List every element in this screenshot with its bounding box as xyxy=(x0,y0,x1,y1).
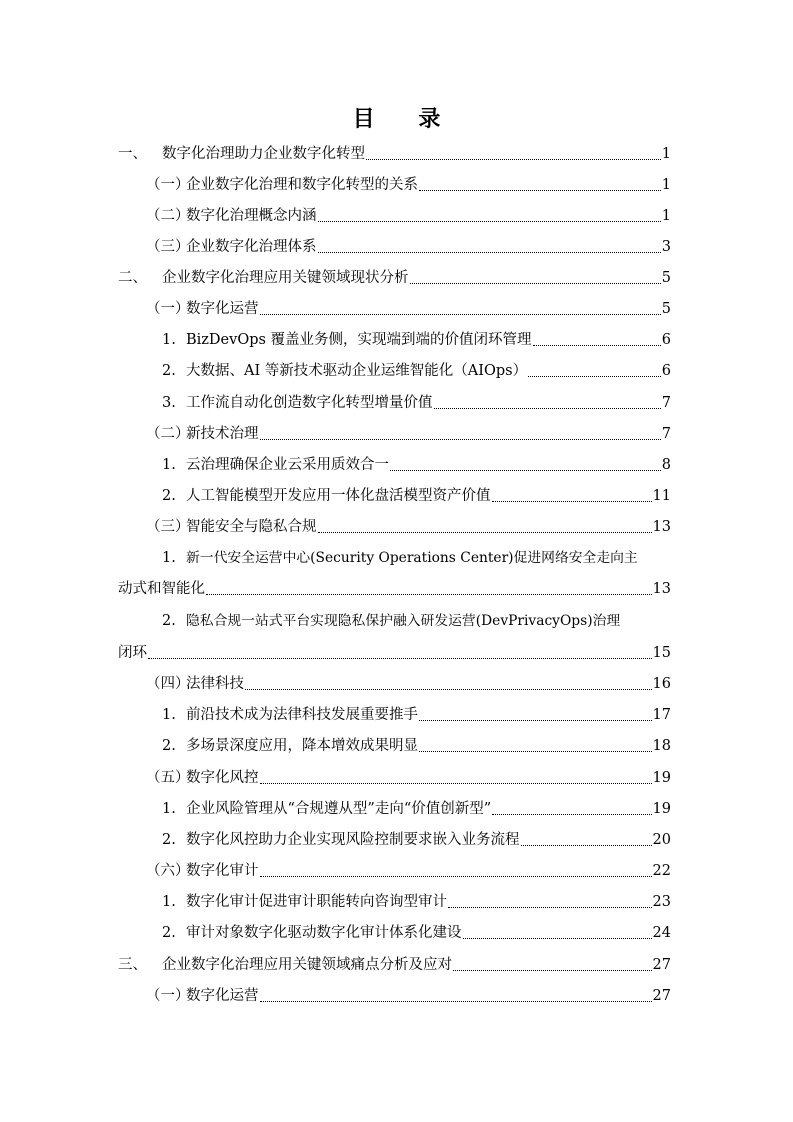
toc-title: 目 录 xyxy=(352,107,459,132)
toc-entry-text: 人工智能模型开发应用一体化盘活模型资产价值 xyxy=(186,488,491,504)
toc-entry-number: 一、 xyxy=(118,146,147,162)
dot-leader xyxy=(492,501,652,502)
toc-entry-text: 数字化运营 xyxy=(186,301,259,317)
toc-entry-number: （二） xyxy=(146,208,190,224)
dot-leader xyxy=(448,907,652,908)
toc-entry-page: 24 xyxy=(652,925,671,941)
toc-entry-text: 大数据、AI 等新技术驱动企业运维智能化（AIOps） xyxy=(186,363,528,379)
toc-entry[interactable] xyxy=(146,174,671,196)
dot-leader xyxy=(260,1001,652,1002)
toc-entry-page: 27 xyxy=(652,988,671,1004)
toc-entry-number: 2. xyxy=(162,488,176,504)
toc-entry-page: 1 xyxy=(661,146,671,162)
toc-entry[interactable] xyxy=(118,267,671,289)
toc-entry-page: 1 xyxy=(661,177,671,193)
toc-entry[interactable] xyxy=(162,360,671,382)
toc-entry-number: 2. xyxy=(162,613,176,629)
toc-entry-number: （三） xyxy=(146,519,190,535)
toc-entry-number: （一） xyxy=(146,988,190,1004)
toc-entry-text-continued: 动式和智能化 xyxy=(118,581,205,597)
dot-leader xyxy=(260,783,652,784)
toc-entry-page: 11 xyxy=(652,488,671,504)
toc-entry-page: 13 xyxy=(652,581,671,597)
dot-leader xyxy=(206,594,652,595)
toc-entry-text: BizDevOps 覆盖业务侧，实现端到端的价值闭环管理 xyxy=(186,332,532,348)
toc-entry-text: 隐私合规一站式平台实现隐私保护融入研发运营(DevPrivacyOps)治理 xyxy=(186,613,621,629)
toc-entry-text: 审计对象数字化驱动数字化审计体系化建设 xyxy=(186,925,462,941)
toc-entry-number: 2. xyxy=(162,832,176,848)
toc-entry-text: 企业数字化治理和数字化转型的关系 xyxy=(186,177,418,193)
dot-leader xyxy=(260,439,661,440)
toc-entry-page: 5 xyxy=(661,270,671,286)
toc-entry-page: 17 xyxy=(652,707,671,723)
dot-leader xyxy=(390,470,661,471)
toc-entry-text: 企业数字化治理应用关键领域痛点分析及应对 xyxy=(162,957,452,973)
toc-entry-number: （三） xyxy=(146,239,190,255)
dot-leader xyxy=(318,532,652,533)
toc-entry-continuation[interactable] xyxy=(118,642,671,664)
toc-entry-page: 18 xyxy=(652,738,671,754)
toc-entry[interactable] xyxy=(118,143,671,165)
toc-entry-text: 企业数字化治理体系 xyxy=(186,239,317,255)
toc-entry[interactable] xyxy=(146,985,671,1007)
toc-entry-page: 20 xyxy=(652,832,671,848)
toc-entry-page: 27 xyxy=(652,957,671,973)
toc-entry[interactable] xyxy=(162,610,671,632)
toc-entry[interactable] xyxy=(162,392,671,414)
toc-entry-page: 3 xyxy=(661,239,671,255)
toc-entry[interactable] xyxy=(146,767,671,789)
toc-entry-number: 3. xyxy=(162,395,176,411)
toc-entry-text: 新技术治理 xyxy=(186,426,259,442)
dot-leader xyxy=(260,314,661,315)
toc-entry[interactable] xyxy=(146,298,671,320)
dot-leader xyxy=(318,221,661,222)
dot-leader xyxy=(528,376,661,377)
toc-entry-number: 1. xyxy=(162,550,176,566)
dot-leader xyxy=(260,876,652,877)
toc-entry-number: 二、 xyxy=(118,270,147,286)
toc-entry-text: 工作流自动化创造数字化转型增量价值 xyxy=(186,395,433,411)
toc-entry-text: 前沿技术成为法律科技发展重要推手 xyxy=(186,707,418,723)
toc-entry[interactable] xyxy=(146,516,671,538)
dot-leader xyxy=(453,970,652,971)
toc-entry-number: 1. xyxy=(162,801,176,817)
toc-entry-page: 13 xyxy=(652,519,671,535)
toc-entry-text: 数字化审计 xyxy=(186,863,259,879)
toc-entry[interactable] xyxy=(146,205,671,227)
dot-leader xyxy=(463,938,652,939)
toc-entry-continuation[interactable] xyxy=(118,578,671,600)
toc-entry[interactable] xyxy=(162,922,671,944)
dot-leader xyxy=(410,283,661,284)
dot-leader xyxy=(419,190,661,191)
toc-entry-text-continued: 闭环 xyxy=(118,645,147,661)
toc-entry[interactable] xyxy=(146,673,671,695)
toc-entry-number: 1. xyxy=(162,332,176,348)
toc-entry[interactable] xyxy=(146,236,671,258)
toc-entry-text: 数字化治理助力企业数字化转型 xyxy=(162,146,365,162)
toc-entry-text: 数字化运营 xyxy=(186,988,259,1004)
dot-leader xyxy=(521,845,652,846)
toc-entry-text: 数字化风控助力企业实现风险控制要求嵌入业务流程 xyxy=(186,832,520,848)
toc-entry[interactable] xyxy=(162,485,671,507)
dot-leader xyxy=(318,252,661,253)
dot-leader xyxy=(366,159,661,160)
toc-entry-text: 云治理确保企业云采用质效合一 xyxy=(186,457,389,473)
toc-entry-page: 6 xyxy=(661,332,671,348)
dot-leader xyxy=(419,720,652,721)
toc-entry-page: 22 xyxy=(652,863,671,879)
toc-entry[interactable] xyxy=(162,829,671,851)
toc-entry-text: 多场景深度应用，降本增效成果明显 xyxy=(186,738,418,754)
toc-entry-text: 数字化治理概念内涵 xyxy=(186,208,317,224)
dot-leader xyxy=(148,658,652,659)
toc-entry-page: 16 xyxy=(652,676,671,692)
toc-entry-number: 2. xyxy=(162,925,176,941)
toc-entry-page: 8 xyxy=(661,457,671,473)
toc-entry-page: 7 xyxy=(661,426,671,442)
toc-entry[interactable] xyxy=(162,454,671,476)
toc-entry-number: （四） xyxy=(146,676,190,692)
toc-entry-number: 2. xyxy=(162,363,176,379)
dot-leader xyxy=(533,345,661,346)
toc-entry-text: 新一代安全运营中心(Security Operations Center)促进网络安全走向主 xyxy=(186,550,638,566)
toc-entry-text: 智能安全与隐私合规 xyxy=(186,519,317,535)
toc-entry[interactable] xyxy=(162,547,671,569)
toc-entry-number: （一） xyxy=(146,177,190,193)
dot-leader xyxy=(434,408,661,409)
toc-entry[interactable] xyxy=(162,891,671,913)
toc-entry-number: （二） xyxy=(146,426,190,442)
toc-entry-text: 企业风险管理从“合规遵从型”走向“价值创新型” xyxy=(186,801,492,817)
toc-entry-number: 1. xyxy=(162,457,176,473)
toc-entry-number: （五） xyxy=(146,770,190,786)
toc-entry[interactable] xyxy=(162,329,671,351)
toc-entry-text: 法律科技 xyxy=(186,676,244,692)
dot-leader xyxy=(245,689,652,690)
toc-entry-page: 15 xyxy=(652,645,671,661)
toc-entry[interactable] xyxy=(118,954,671,976)
toc-entry[interactable] xyxy=(146,423,671,445)
toc-entry-page: 7 xyxy=(661,395,671,411)
toc-entry-text: 数字化审计促进审计职能转向咨询型审计 xyxy=(186,894,447,910)
toc-entry-page: 1 xyxy=(661,208,671,224)
toc-entry[interactable] xyxy=(162,735,671,757)
toc-entry[interactable] xyxy=(162,704,671,726)
toc-entry-page: 19 xyxy=(652,770,671,786)
toc-entry-number: 2. xyxy=(162,738,176,754)
toc-entry[interactable] xyxy=(162,798,671,820)
toc-entry-page: 23 xyxy=(652,894,671,910)
toc-entry[interactable] xyxy=(146,860,671,882)
toc-entry-text: 企业数字化治理应用关键领域现状分析 xyxy=(162,270,409,286)
toc-entry-number: （一） xyxy=(146,301,190,317)
toc-entry-number: （六） xyxy=(146,863,190,879)
toc-entry-number: 1. xyxy=(162,894,176,910)
toc-entry-number: 三、 xyxy=(118,957,147,973)
toc-entry-page: 5 xyxy=(661,301,671,317)
toc-entry-page: 6 xyxy=(661,363,671,379)
dot-leader xyxy=(492,814,651,815)
dot-leader xyxy=(419,751,652,752)
toc-entry-page: 19 xyxy=(652,801,671,817)
toc-entry-number: 1. xyxy=(162,707,176,723)
toc-entry-text: 数字化风控 xyxy=(186,770,259,786)
